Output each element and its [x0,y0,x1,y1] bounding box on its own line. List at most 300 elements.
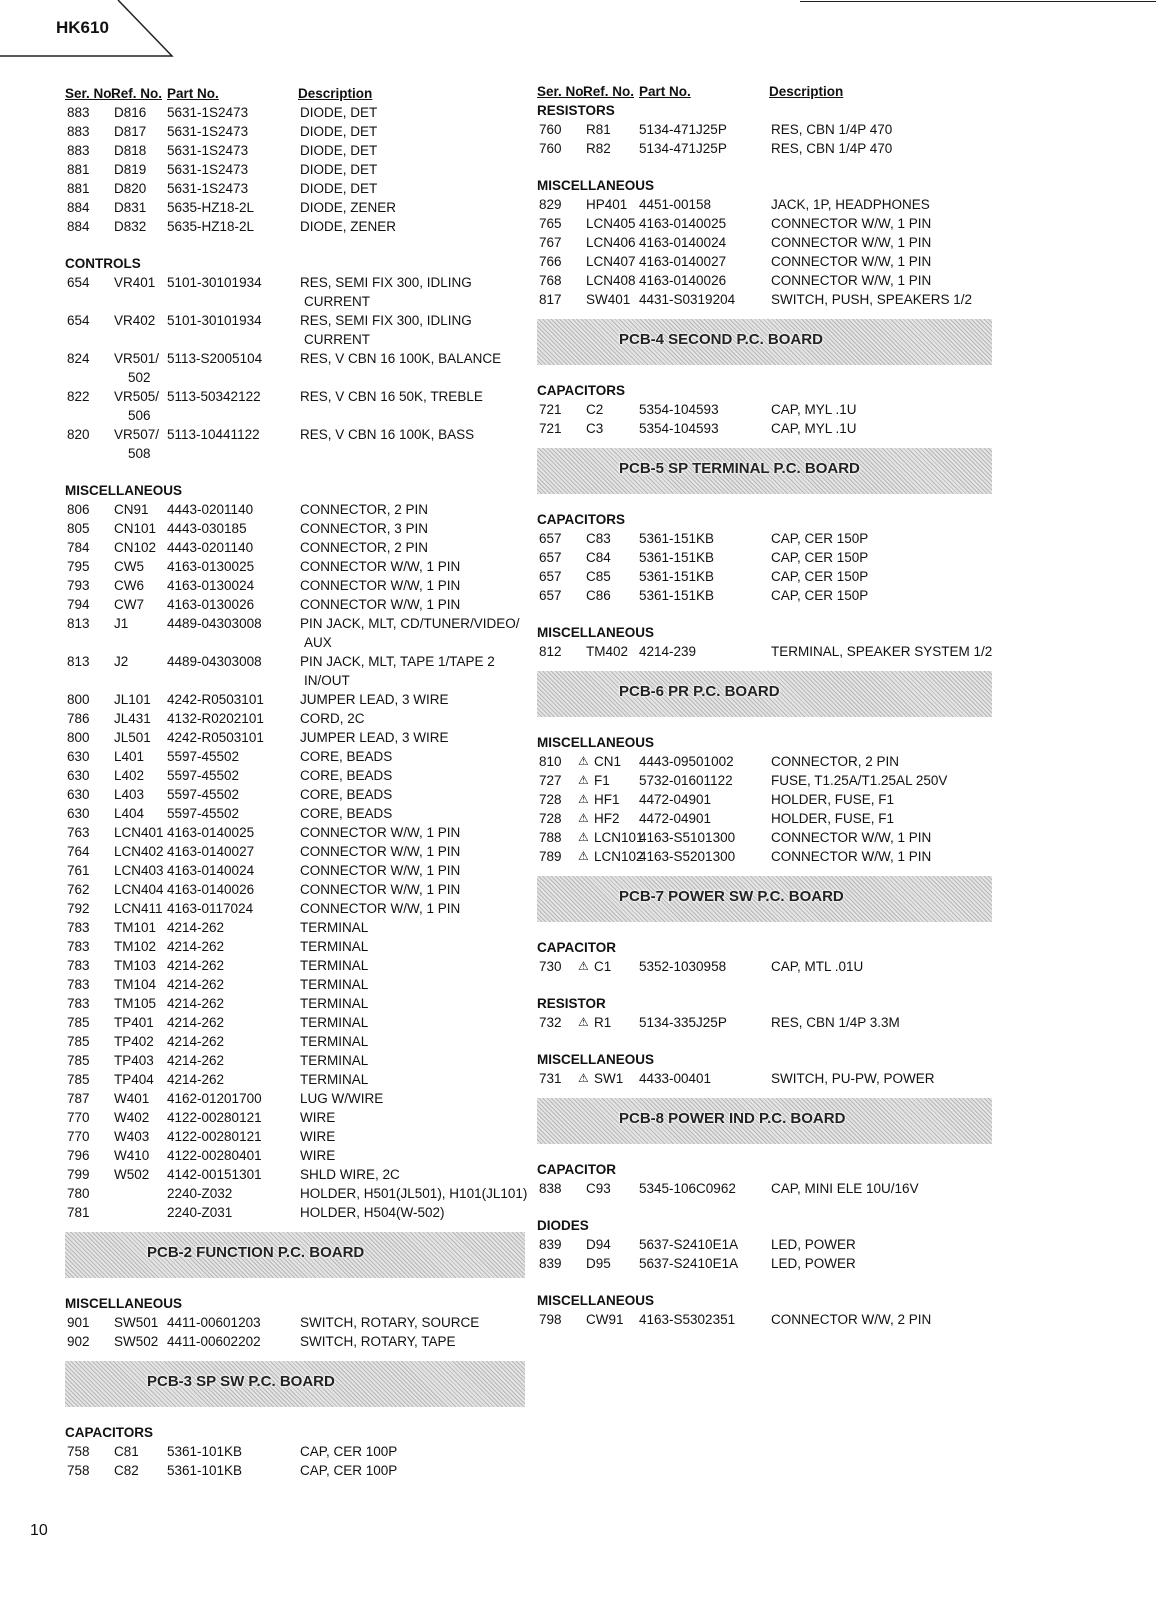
ref-no: C85 [586,569,611,584]
part-row [65,861,525,880]
description: CAP, CER 100P [300,1444,398,1459]
description: CAP, CER 150P [771,569,869,584]
description: DIODE, DET [300,181,378,196]
ref-no: LCN406 [586,235,636,250]
description: CAP, CER 100P [300,1463,398,1478]
ser-no: 839 [539,1256,562,1271]
ser-no: 805 [67,521,90,536]
ser-no: 763 [67,825,90,840]
part-row [65,179,525,198]
part-row [537,548,992,567]
ref-no: LCN403 [114,863,164,878]
description: RES, CBN 1/4P 470 [771,122,893,137]
ref-no: C93 [586,1181,611,1196]
category-heading [537,733,992,752]
ser-no: 721 [539,421,562,436]
description: LED, POWER [771,1237,856,1252]
ref-no: D818 [114,143,147,158]
ser-no: 796 [67,1148,90,1163]
ref-no: D832 [114,219,147,234]
ser-no: 783 [67,939,90,954]
part-no: 4122-00280121 [167,1110,262,1125]
part-no: 4142-00151301 [167,1167,262,1182]
description: TERMINAL [300,977,369,992]
part-row [537,1179,992,1198]
part-no: 5361-101KB [167,1463,243,1478]
ref-no: L402 [114,768,145,783]
category-heading [537,1291,992,1310]
board-section-title: PCB-8 POWER IND P.C. BOARD [619,1110,846,1127]
ser-no: 795 [67,559,90,574]
part-no: 4163-0140027 [167,844,255,859]
ser-no: 657 [539,569,562,584]
ref-no: L403 [114,787,145,802]
ref-no: D95 [586,1256,611,1271]
ref-no: TM103 [114,958,157,973]
part-row [65,880,525,899]
ser-no: 770 [67,1110,90,1125]
part-no: 5635-HZ18-2L [167,200,255,215]
description: CAP, MYL .1U [771,421,857,436]
part-row-continuation [65,368,525,387]
part-no: 4443-0201140 [167,540,254,555]
part-no: 5113-10441122 [167,427,260,442]
ref-no: C86 [586,588,611,603]
description: CONNECTOR W/W, 1 PIN [771,273,932,288]
description-continued: AUX [304,635,332,650]
description: CAP, MTL .01U [771,959,864,974]
ser-no: 812 [539,644,562,659]
safety-warning-icon: ⚠ [578,754,589,768]
description: HOLDER, FUSE, F1 [771,811,895,826]
safety-warning-icon: ⚠ [578,830,589,844]
ser-no: 806 [67,502,90,517]
description-continued: CURRENT [304,332,370,347]
ser-no: 657 [539,531,562,546]
description: CONNECTOR W/W, 1 PIN [771,235,932,250]
description: RES, V CBN 16 100K, BASS [300,427,475,442]
part-row [65,311,525,330]
part-row [537,214,992,233]
part-row-continuation [65,330,525,349]
category-heading-text: RESISTORS [537,103,615,118]
category-heading [537,938,992,957]
part-no: 4214-262 [167,939,225,954]
ref-no: D831 [114,200,147,215]
part-no: 4163-0140025 [639,216,727,231]
ser-no: 758 [67,1463,90,1478]
ref-no: LCN401 [114,825,164,840]
ser-no: 765 [539,216,562,231]
category-heading-text: MISCELLANEOUS [537,625,655,640]
part-no: 4163-0130026 [167,597,255,612]
category-heading-text: CONTROLS [65,256,141,271]
description: CONNECTOR W/W, 1 PIN [300,901,461,916]
part-no: 4214-239 [639,644,697,659]
part-no: 4163-S5302351 [639,1312,736,1327]
description: DIODE, DET [300,124,378,139]
part-no: 5637-S2410E1A [639,1237,739,1252]
part-row [537,642,992,661]
header-ref-no: Ref. No. [583,84,635,99]
ser-no: 901 [67,1315,90,1330]
part-row [65,1070,525,1089]
part-no: 5361-151KB [639,569,715,584]
category-heading [65,481,525,500]
part-row [537,400,992,419]
part-no: 4163-0140027 [639,254,727,269]
description: JUMPER LEAD, 3 WIRE [300,730,449,745]
part-row [537,1310,992,1329]
ser-no: 787 [67,1091,90,1106]
description: CORE, BEADS [300,749,393,764]
part-row [65,103,525,122]
ser-no: 792 [67,901,90,916]
ref-no: CW7 [114,597,144,612]
ser-no: 784 [67,540,90,555]
category-heading [65,1423,525,1442]
part-row [537,847,992,866]
part-no: 4411-00602202 [167,1334,261,1349]
section-spacer [537,158,992,176]
part-row [65,804,525,823]
ser-no: 829 [539,197,562,212]
part-row [65,766,525,785]
part-no: 4163-0130025 [167,559,255,574]
description: PIN JACK, MLT, CD/TUNER/VIDEO/ [300,616,520,631]
part-no: 5354-104593 [639,402,719,417]
ser-no: 881 [67,181,90,196]
category-heading-text: MISCELLANEOUS [65,1296,183,1311]
board-section-band [65,1232,525,1278]
description: CONNECTOR, 2 PIN [300,540,429,555]
ref-no: J2 [114,654,129,669]
part-no: 5101-30101934 [167,313,262,328]
ref-no: W410 [114,1148,150,1163]
ref-no: D816 [114,105,147,120]
ser-no: 794 [67,597,90,612]
description: JUMPER LEAD, 3 WIRE [300,692,449,707]
ref-no: LCN411 [114,901,163,916]
category-heading [537,1160,992,1179]
part-row [65,273,525,292]
part-row [65,1203,525,1222]
part-no: 4163-S5201300 [639,849,736,864]
section-spacer [537,976,992,994]
ser-no: 883 [67,124,90,139]
parts-column-left [65,84,528,1480]
ser-no: 783 [67,920,90,935]
board-section-band [537,876,992,922]
description: TERMINAL [300,920,369,935]
description: HOLDER, FUSE, F1 [771,792,895,807]
ref-no: C3 [586,421,604,436]
ref-no: D819 [114,162,147,177]
ser-no: 785 [67,1053,90,1068]
ser-no: 657 [539,588,562,603]
description: CONNECTOR W/W, 1 PIN [300,578,461,593]
part-row [65,614,525,633]
description: WIRE [300,1110,336,1125]
part-no: 4122-00280401 [167,1148,262,1163]
ser-no: 786 [67,711,90,726]
part-row [65,728,525,747]
part-no: 4162-01201700 [167,1091,262,1106]
part-no: 5597-45502 [167,787,240,802]
safety-warning-icon: ⚠ [578,849,589,863]
part-row [65,975,525,994]
description: DIODE, ZENER [300,219,397,234]
ser-no: 785 [67,1015,90,1030]
safety-warning-icon: ⚠ [578,773,589,787]
ser-no: 727 [539,773,562,788]
ser-no: 788 [539,830,562,845]
part-no: 4214-262 [167,977,225,992]
part-no: 5361-151KB [639,550,715,565]
part-row [65,557,525,576]
description: TERMINAL [300,1072,369,1087]
description: RES, V CBN 16 50K, TREBLE [300,389,483,404]
description: CONNECTOR W/W, 1 PIN [771,254,932,269]
category-heading-text: RESISTOR [537,996,606,1011]
ser-no: 657 [539,550,562,565]
description: HOLDER, H501(JL501), H101(JL101) [300,1186,528,1201]
description: CORE, BEADS [300,768,393,783]
part-no: 5597-45502 [167,749,240,764]
part-no: 4214-262 [167,1034,225,1049]
ser-no: 783 [67,958,90,973]
description: RES, SEMI FIX 300, IDLING [300,313,472,328]
part-no: 5631-1S2473 [167,143,249,158]
part-row [537,120,992,139]
ser-no: 761 [67,863,90,878]
ref-no: TP404 [114,1072,154,1087]
header-ser-no: Ser. No. [65,86,116,101]
part-row [65,785,525,804]
description: CONNECTOR W/W, 2 PIN [771,1312,932,1327]
ser-no: 731 [539,1071,562,1086]
category-heading [537,510,992,529]
ref-no: SW1 [594,1071,624,1086]
ref-no: J1 [114,616,129,631]
category-heading-text: CAPACITOR [537,940,617,955]
ser-no: 783 [67,977,90,992]
part-row [65,956,525,975]
ref-no: CN1 [594,754,622,769]
part-row [65,519,525,538]
board-section-title: PCB-5 SP TERMINAL P.C. BOARD [619,460,860,477]
section-spacer [537,1273,992,1291]
ref-no: C2 [586,402,604,417]
category-heading-text: MISCELLANEOUS [65,483,183,498]
description: SWITCH, PUSH, SPEAKERS 1/2 [771,292,973,307]
description: TERMINAL [300,958,369,973]
part-row [537,790,992,809]
part-row [537,252,992,271]
part-no: 5134-471J25P [639,122,727,137]
part-no: 4214-262 [167,920,225,935]
ser-no: 764 [67,844,90,859]
ser-no: 762 [67,882,90,897]
board-section-band [65,1361,525,1407]
ser-no: 783 [67,996,90,1011]
part-no: 4163-S5101300 [639,830,736,845]
column-header-row [537,82,992,101]
part-no: 4431-S0319204 [639,292,736,307]
ser-no: 813 [67,616,90,631]
ref-no: LCN101 [594,830,644,845]
part-no: 5352-1030958 [639,959,727,974]
part-no: 4214-262 [167,958,225,973]
part-row [537,139,992,158]
part-no: 4411-00601203 [167,1315,261,1330]
ref-no: TM102 [114,939,157,954]
ser-no: 730 [539,959,562,974]
part-row [65,823,525,842]
ref-no: D94 [586,1237,611,1252]
part-row [65,1051,525,1070]
part-no: 4242-R0503101 [167,730,264,745]
ser-no: 654 [67,313,90,328]
board-section-title: PCB-3 SP SW P.C. BOARD [147,1373,335,1390]
description: RES, CBN 1/4P 470 [771,141,893,156]
part-row [65,994,525,1013]
part-no: 4472-04901 [639,811,712,826]
category-heading [537,176,992,195]
header-description: Description [769,84,844,99]
ser-no: 800 [67,730,90,745]
part-row [65,425,525,444]
ref-no: TM101 [114,920,157,935]
part-no: 5345-106C0962 [639,1181,736,1196]
ref-no: CW5 [114,559,144,574]
ser-no: 884 [67,219,90,234]
part-row-continuation [65,671,525,690]
ser-no: 630 [67,806,90,821]
ser-no: 799 [67,1167,90,1182]
description: FUSE, T1.25A/T1.25AL 250V [771,773,948,788]
ser-no: 732 [539,1015,562,1030]
category-heading-text: MISCELLANEOUS [537,1293,655,1308]
ser-no: 798 [539,1312,562,1327]
description: CONNECTOR W/W, 1 PIN [771,216,932,231]
ref-no: D820 [114,181,147,196]
safety-warning-icon: ⚠ [578,792,589,806]
description: SWITCH, ROTARY, TAPE [300,1334,456,1349]
description: SWITCH, ROTARY, SOURCE [300,1315,480,1330]
ser-no: 728 [539,811,562,826]
part-row [65,1108,525,1127]
safety-warning-icon: ⚠ [578,1015,589,1029]
part-row [537,809,992,828]
ref-no: CW91 [586,1312,624,1327]
header-ref-no: Ref. No. [111,86,163,101]
part-no: 5631-1S2473 [167,181,249,196]
part-no: 4163-0140026 [639,273,727,288]
part-no: 4443-09501002 [639,754,734,769]
ser-no: 768 [539,273,562,288]
ref-no: TP402 [114,1034,154,1049]
ser-no: 721 [539,402,562,417]
part-row [65,198,525,217]
board-section-title: PCB-2 FUNCTION P.C. BOARD [147,1244,365,1261]
category-heading [537,1216,992,1235]
part-no: 4443-0201140 [167,502,254,517]
part-row [65,217,525,236]
description: CONNECTOR W/W, 1 PIN [300,863,461,878]
part-row [537,567,992,586]
description-continued: IN/OUT [304,673,350,688]
part-no: 2240-Z031 [167,1205,233,1220]
description: WIRE [300,1148,336,1163]
part-row [65,1442,525,1461]
board-section-title: PCB-7 POWER SW P.C. BOARD [619,888,844,905]
part-row [537,271,992,290]
ser-no: 781 [67,1205,90,1220]
part-no: 2240-Z032 [167,1186,233,1201]
part-row [537,419,992,438]
model-label: HK610 [56,18,109,37]
header-part-no: Part No. [167,86,219,101]
ser-no: 824 [67,351,90,366]
description: JACK, 1P, HEADPHONES [771,197,930,212]
description: CONNECTOR W/W, 1 PIN [771,849,932,864]
part-no: 4489-04303008 [167,654,262,669]
part-row-continuation [65,444,525,463]
ref-no: JL431 [114,711,151,726]
part-row [65,1165,525,1184]
part-row [65,141,525,160]
description: PIN JACK, MLT, TAPE 1/TAPE 2 [300,654,495,669]
ref-no: LCN102 [594,849,644,864]
top-rule [800,1,1156,2]
part-row [537,529,992,548]
part-no: 4433-00401 [639,1071,712,1086]
part-no: 5631-1S2473 [167,162,249,177]
category-heading-text: MISCELLANEOUS [537,178,655,193]
ref-no: CN102 [114,540,157,555]
part-no: 5134-471J25P [639,141,727,156]
part-no: 4489-04303008 [167,616,262,631]
description: TERMINAL [300,1034,369,1049]
description: CONNECTOR W/W, 1 PIN [300,597,461,612]
ref-no-continued: 502 [128,370,151,385]
part-no: 4214-262 [167,996,225,1011]
section-spacer [65,463,525,481]
description: LED, POWER [771,1256,856,1271]
ref-no: VR507/ [114,427,160,442]
part-no: 5631-1S2473 [167,124,249,139]
part-row [65,652,525,671]
part-row-continuation [65,292,525,311]
part-row [537,290,992,309]
part-row [65,538,525,557]
ref-no: TP401 [114,1015,154,1030]
part-no: 5732-01601122 [639,773,733,788]
ref-no-continued: 506 [128,408,151,423]
ser-no: 630 [67,787,90,802]
ser-no: 760 [539,122,562,137]
part-row [537,1254,992,1273]
part-no: 4163-0117024 [167,901,254,916]
ser-no: 817 [539,292,562,307]
part-no: 4163-0140026 [167,882,255,897]
part-row [65,1461,525,1480]
part-no: 5597-45502 [167,806,240,821]
ref-no: L401 [114,749,145,764]
description: RES, CBN 1/4P 3.3M [771,1015,900,1030]
description: TERMINAL, SPEAKER SYSTEM 1/2 [771,644,993,659]
